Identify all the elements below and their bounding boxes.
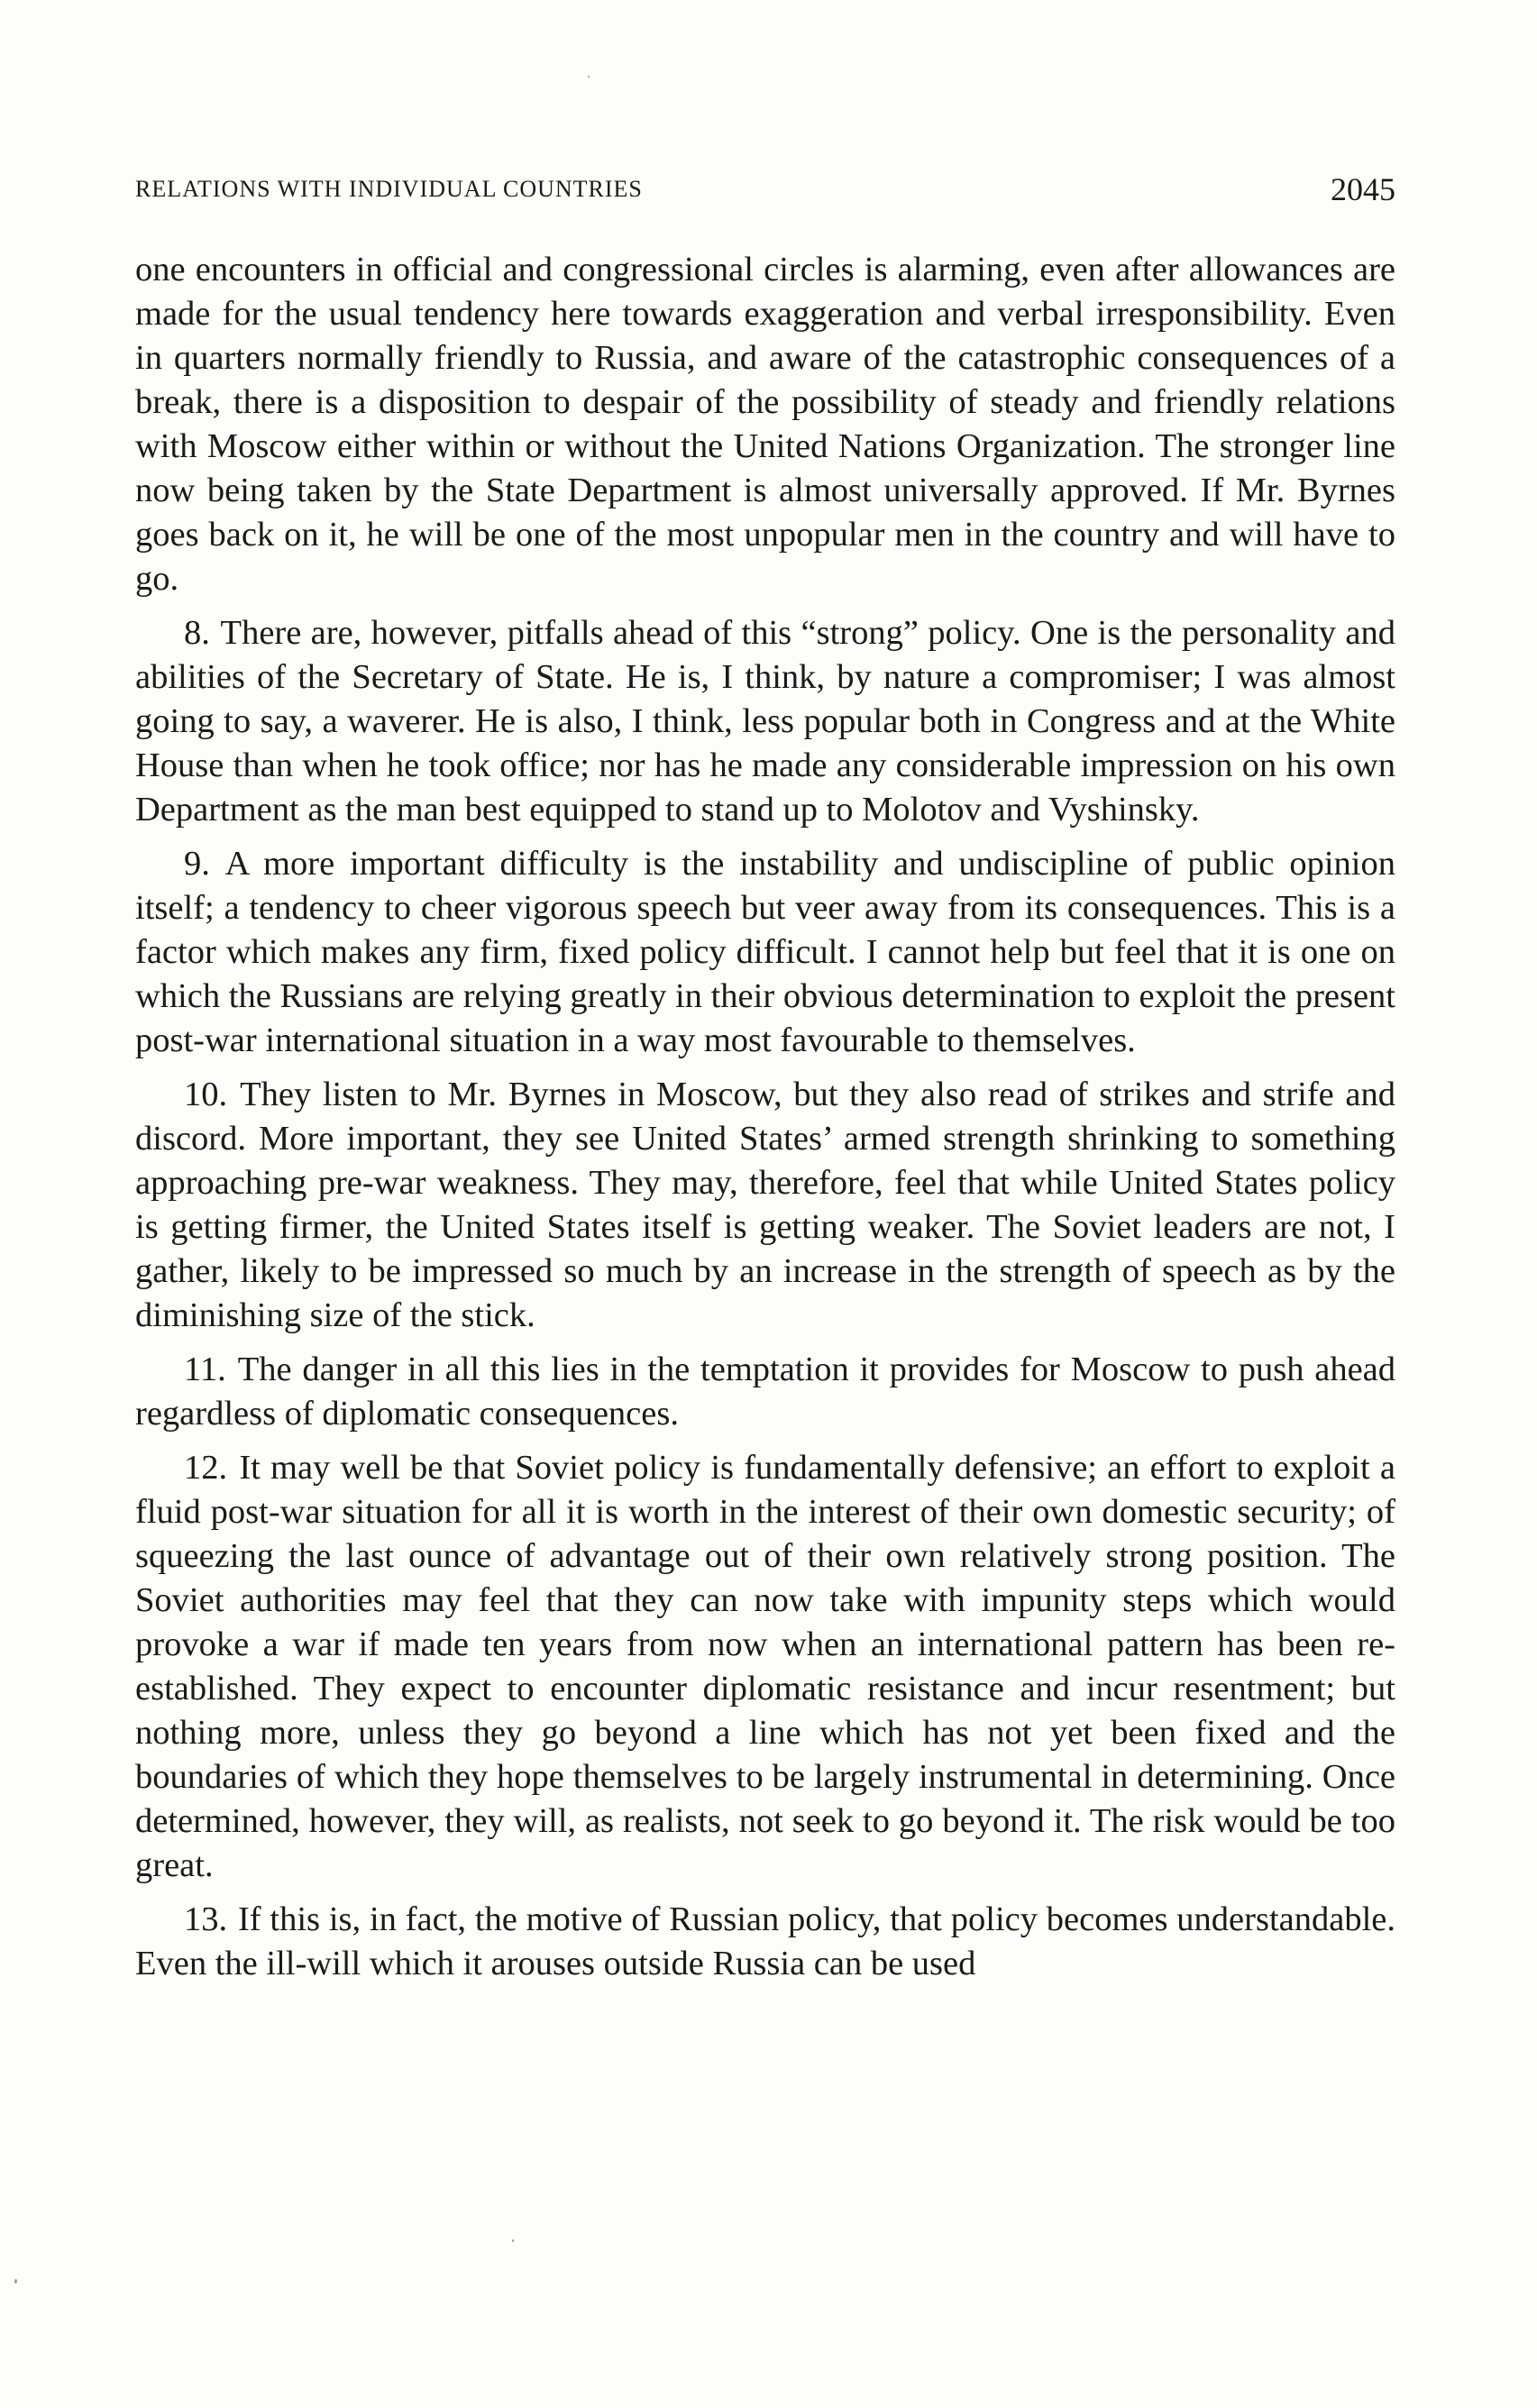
paragraph-12 xyxy=(135,1446,1395,1888)
paragraph-text: A more important difficulty is the instability and undiscipline of public opinion itself; a tendency to cheer vigorous speech but veer away from its consequences. This is a factor which makes any firm, fixed policy difficult. I cannot help but feel that it is one on which the Russians are relying greatly in their obvious determination to exploit the present post-war international situation in a way most favourable to themselves. xyxy=(135,845,1395,1059)
scan-speck xyxy=(588,76,590,78)
paragraph-text: If this is, in fact, the motive of Russian policy, that policy becomes understandable. Even the ill-will which it arouses outside Russia can be used xyxy=(135,1900,1395,1982)
scan-speck xyxy=(14,2279,17,2284)
paragraph-continuation xyxy=(135,248,1395,601)
paragraph-8 xyxy=(135,611,1395,832)
paragraph-number: 8. xyxy=(184,614,210,652)
paragraph-number: 12. xyxy=(184,1449,228,1487)
paragraph-text: one encounters in official and congressional circles is alarming, even after allowances are made for the usual tendency here towards exaggeration and verbal irresponsibility. Even in quarters normally friendly to Russia, and aware of the catastrophic consequences of a break, there is a disposition to despair of the possibility of steady and friendly relations with Moscow either within or without the United Nations Organization. The stronger line now being taken by the State Department is almost universally approved. If Mr. Byrnes goes back on it, he will be one of the most unpopular men in the country and will have to go. xyxy=(135,251,1395,598)
page-number: 2045 xyxy=(1331,171,1395,207)
paragraph-10 xyxy=(135,1073,1395,1338)
running-header xyxy=(135,170,1395,210)
paragraph-number: 9. xyxy=(184,845,210,883)
paragraph-number: 13. xyxy=(184,1900,228,1938)
paragraph-11 xyxy=(135,1348,1395,1436)
paragraph-number: 10. xyxy=(184,1076,228,1113)
paragraph-text: The danger in all this lies in the temptation it provides for Moscow to push ahead regardless of diplomatic consequences. xyxy=(135,1350,1395,1433)
paragraph-9 xyxy=(135,842,1395,1063)
paragraph-text: There are, however, pitfalls ahead of this “strong” policy. One is the personality and abilities of the Secretary of State. He is, I think, by nature a compromiser; I was almost going to say, a waverer. He is also, I think, less popular both in Congress and at the White House than when he took office; nor has he made any considerable impression on his own Department as the man best equipped to stand up to Molotov and Vyshinsky. xyxy=(135,614,1395,829)
paragraph-text: It may well be that Soviet policy is fundamentally defensive; an effort to exploit a fluid post-war situation for all it is worth in the interest of their own domestic security; of squeezing the last ounce of advantage out of their own relatively strong position. The Soviet authorities may feel that they can now take with impunity steps which would provoke a war if made ten years from now when an international pattern has been re-established. They expect to encounter diplomatic resistance and incur resentment; but nothing more, unless they go beyond a line which has not yet been fixed and the boundaries of which they hope themselves to be largely instrumental in determining. Once determined, however, they will, as realists, not seek to go beyond it. The risk would be too great. xyxy=(135,1449,1395,1884)
scan-speck xyxy=(512,2239,514,2242)
running-title: RELATIONS WITH INDIVIDUAL COUNTRIES xyxy=(135,176,643,202)
paragraph-13 xyxy=(135,1898,1395,1986)
body-text xyxy=(135,248,1395,1996)
paragraph-number: 11. xyxy=(184,1350,226,1388)
paragraph-text: They listen to Mr. Byrnes in Moscow, but they also read of strikes and strife and discord. More important, they see United States’ armed strength shrinking to something approaching pre-war weakness. They may, therefore, feel that while United States policy is getting firmer, the United States itself is getting weaker. The Soviet leaders are not, I gather, likely to be impressed so much by an increase in the strength of speech as by the diminishing size of the stick. xyxy=(135,1076,1395,1334)
